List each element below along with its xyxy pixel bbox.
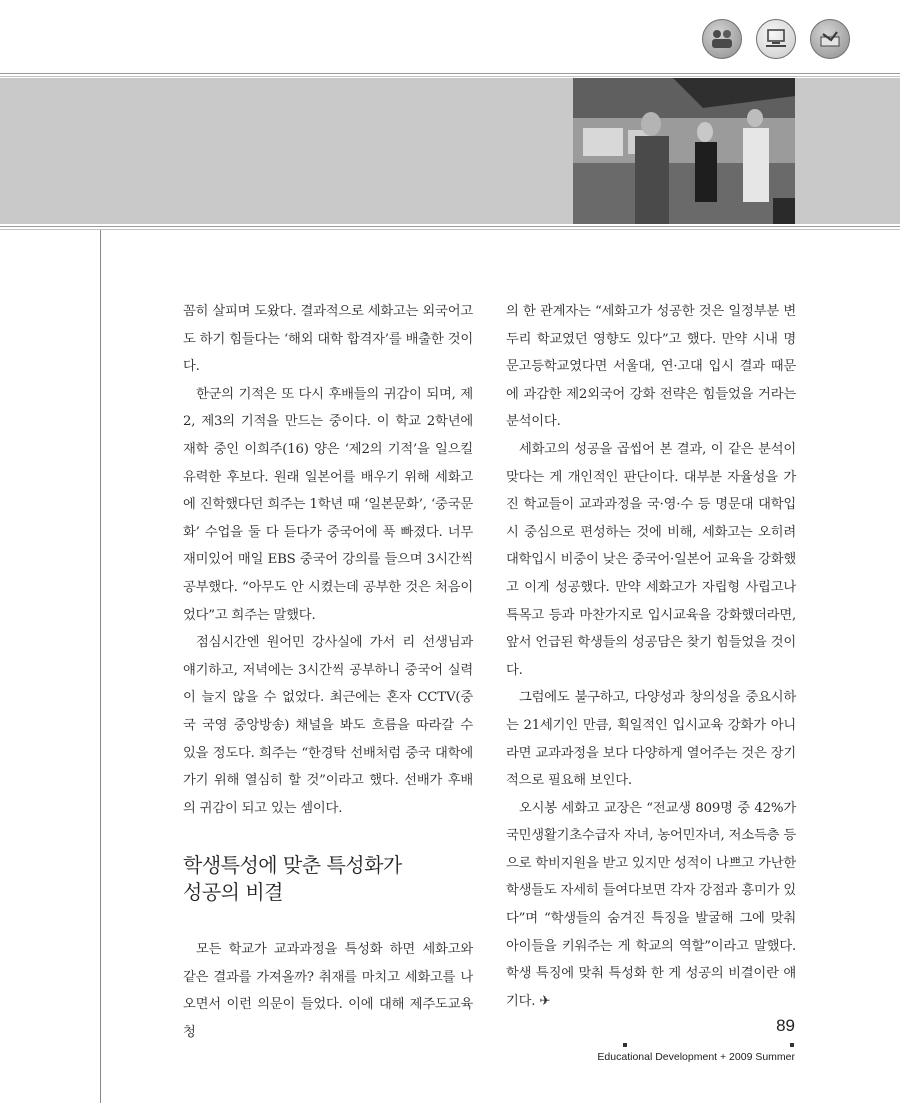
body-paragraph: 세화고의 성공을 곱씹어 본 결과, 이 같은 분석이 맞다는 게 개인적인 판단이다. 대부분 자율성을 가진 학교들이 교과과정을 국·영·수 등 명문대 대학입시 중심으로 편성하는 것에 비해, 세화고는 오히려 대학입시 비중이 낮은 중국어·일본어 교육을 강화했고 이게 성공했다. 만약 세화고가 자립형 사립고나 특목고 등과 마찬가지로 입시교육을 강화했더라면, 앞서 언급된 학생들의 성공담은 찾기 힘들었을 것이다.	[506, 441, 796, 678]
body-paragraph-final	[506, 795, 796, 1016]
header-icons	[702, 19, 850, 59]
header-rule	[0, 73, 900, 74]
margin-rule	[100, 230, 101, 1103]
header-rule-thin	[0, 76, 900, 77]
body-paragraph: 그럼에도 불구하고, 다양성과 창의성을 중요시하는 21세기인 만큼, 획일적인 입시교육 강화가 아니라면 교과과정을 보다 다양하게 열어주는 것은 장기적으로 필요해 보인다.	[506, 690, 796, 789]
body-paragraph: 모든 학교가 교과과정을 특성화 하면 세화고와 같은 결과를 가져올까? 취재를 마치고 세화고를 나오면서 이런 의문이 들었다. 이에 대해 제주도교육청	[183, 942, 473, 1041]
section-heading-line: 성공의 비결	[183, 880, 283, 905]
banner-rule-thin	[0, 229, 900, 230]
publication-footer: Educational Development + 2009 Summer	[597, 1051, 795, 1063]
photo-placeholder	[573, 78, 795, 224]
right-column	[506, 298, 796, 1015]
end-mark-icon: ✈	[539, 993, 551, 1009]
body-paragraph: 점심시간엔 원어민 강사실에 가서 리 선생님과 얘기하고, 저녁에는 3시간씩 공부하니 중국어 실력이 늘지 않을 수 없었다. 최근에는 혼자 CCTV(중국 국영 중앙방송) 채널을 봐도 흐름을 따라갈 수 있을 정도다. 희주는 “한경탁 선배처럼 중국 대학에 가기 위해 열심히 할 것”이라고 했다. 선배가 후배의 귀감이 되고 있는 셈이다.	[183, 635, 473, 816]
body-paragraph: 꼼히 살피며 도왔다. 결과적으로 세화고는 외국어고도 하기 힘들다는 ‘해외 대학 합격자’를 배출한 것이다.	[183, 304, 473, 375]
section-heading-line: 학생특성에 맞춘 특성화가	[183, 853, 402, 878]
people-meeting-icon	[702, 19, 742, 59]
event-photo	[573, 78, 795, 224]
hands-writing-icon	[810, 19, 850, 59]
computer-desk-icon	[756, 19, 796, 59]
body-paragraph: 의 한 관계자는 “세화고가 성공한 것은 일정부분 변두리 학교였던 영향도 있다”고 했다. 만약 시내 명문고등학교였다면 서울대, 연·고대 입시 결과 때문에 과감한 제2외국어 강화 전략은 힘들었을 거라는 분석이다.	[506, 304, 796, 430]
body-text: 오시봉 세화고 교장은 “전교생 809명 중 42%가 국민생활기초수급자 자녀, 농어민자녀, 저소득층 등으로 학비지원을 받고 있지만 성적이 나쁘고 가난한 학생들도 자세히 들여다보면 각자 강점과 흥미가 있다”며 “학생들의 숨겨진 특징을 발굴해 그에 맞춰 아이들을 키워주는 게 학교의 역할”이라고 말했다. 학생 특징에 맞춰 특성화 한 게 성공의 비결이란 얘기다.	[506, 800, 796, 1009]
footer-square	[790, 1043, 794, 1047]
page-number: 89	[776, 1016, 795, 1035]
left-column	[183, 298, 473, 1047]
body-paragraph: 한군의 기적은 또 다시 후배들의 귀감이 되며, 제2, 제3의 기적을 만드는 중이다. 이 학교 2학년에 재학 중인 이희주(16) 양은 ‘제2의 기적’을 일으킬 유력한 후보다. 원래 일본어를 배우기 위해 세화고에 진학했다던 희주는 1학년 때 ‘일본문화’, ‘중국문화’ 수업을 둘 다 듣다가 중국어에 푹 빠졌다. 너무 재미있어 매일 EBS 중국어 강의를 들으며 3시간씩 공부했다. “아무도 안 시켰는데 공부한 것은 처음이었다”고 희주는 말했다.	[183, 386, 473, 623]
banner-rule	[0, 226, 900, 227]
footer-square	[623, 1043, 627, 1047]
section-heading	[183, 852, 473, 906]
